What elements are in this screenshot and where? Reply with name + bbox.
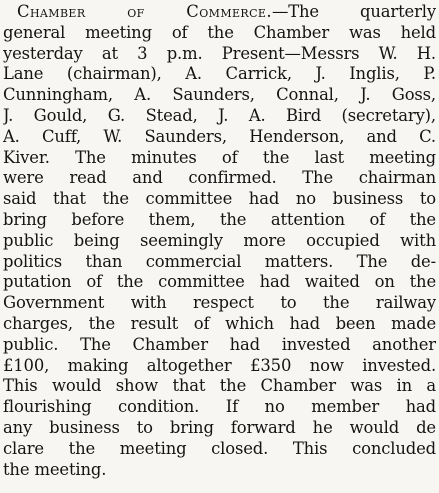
article-line-21: any business to bring forward he would de (3, 417, 436, 437)
article-line-7: A. Cuff, W. Saunders, Henderson, and C. (3, 126, 436, 146)
article-line-2: general meeting of the Chamber was held (3, 22, 436, 42)
article-line-17: public. The Chamber had invested another (3, 334, 436, 354)
article-line-15: Government with respect to the railway (3, 293, 436, 313)
article-body (3, 2, 436, 480)
article-line-3: yesterday at 3 p.m. Present—Messrs W. H. (3, 43, 436, 63)
article-line-16: charges, the result of which had been made (3, 313, 436, 333)
article-line-1 (3, 2, 436, 23)
article-line-23: the meeting. (3, 459, 107, 479)
article-heading: Chamber of Commerce. (17, 2, 272, 21)
article-line-9: were read and confirmed. The chairman (3, 168, 436, 188)
article-line-13: politics than commercial matters. The de- (3, 251, 436, 271)
article-line-18: £100, making altogether £350 now invested. (3, 355, 436, 375)
article-line-8: Kiver. The minutes of the last meeting (3, 147, 436, 167)
article-line-4: Lane (chairman), A. Carrick, J. Inglis, P. (3, 64, 436, 84)
article-line-14: putation of the committee had waited on the (3, 272, 436, 292)
article-line-1-text: —The quarterly (271, 2, 436, 21)
article-line-11: bring before them, the attention of the (3, 209, 436, 229)
article-line-12: public being seemingly more occupied with (3, 230, 436, 250)
article-line-20: flourishing condition. If no member had (3, 397, 436, 417)
article-line-19: This would show that the Chamber was in a (3, 376, 436, 396)
article-line-5: Cunningham, A. Saunders, Connal, J. Goss, (3, 85, 436, 105)
article-line-6: J. Gould, G. Stead, J. A. Bird (secretary), (3, 105, 436, 125)
article-line-22: clare the meeting closed. This concluded (3, 438, 436, 458)
article-line-10: said that the committee had no business to (3, 189, 436, 209)
